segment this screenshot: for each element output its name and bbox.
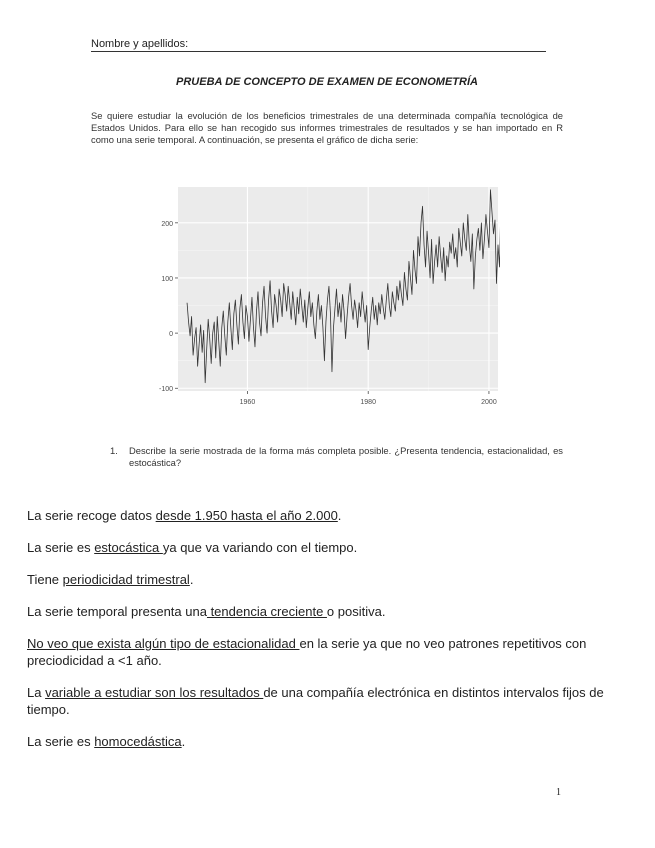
answer-line	[27, 603, 627, 620]
question-text: Describe la serie mostrada de la forma más completa posible. ¿Presenta tendencia, estacionalidad, es estocástica?	[129, 445, 563, 468]
answer-line	[27, 635, 627, 669]
answer-underlined: tendencia creciente	[206, 604, 327, 619]
answer-text: La serie es	[27, 734, 95, 749]
answer-text: La serie temporal presenta una	[27, 604, 207, 619]
answer-text: .	[189, 572, 194, 587]
answer-text: La	[27, 685, 46, 700]
answer-text: .	[181, 734, 186, 749]
answer-text: La serie recoge datos	[27, 508, 156, 523]
answer-line	[27, 539, 627, 556]
document-title: PRUEBA DE CONCEPTO DE EXAMEN DE ECONOMETRÍA	[176, 76, 478, 88]
answer-underlined: variable a estudiar son los resultados	[45, 685, 264, 700]
question-number: 1.	[110, 445, 118, 456]
x-tick-label: 2000	[481, 399, 497, 406]
answer-line	[27, 733, 627, 750]
question-1	[110, 445, 563, 469]
answer-text: o positiva.	[326, 604, 386, 619]
answer-line	[27, 571, 627, 588]
y-tick-label: 0	[169, 331, 173, 339]
answer-line	[27, 507, 627, 524]
answer-text: La serie es	[27, 540, 95, 555]
y-tick-label: -100	[158, 386, 173, 394]
answer-underlined: No veo que exista algún tipo de estacionalidad	[27, 636, 300, 651]
answer-text: en la serie ya que no veo patrones repetitivos con preciodicidad a <1 año.	[27, 636, 587, 668]
intro-paragraph: Se quiere estudiar la evolución de los beneficios trimestrales de una determinada compañía tecnológica de Estados Unidos. Para ello se han recogido sus informes trimestrales de resultados y se han importado en R como una serie temporal. A continuación, se presenta el gráfico de dicha serie:	[91, 110, 563, 145]
answer-underlined: homocedástica	[94, 734, 182, 749]
x-tick-label: 1960	[239, 399, 256, 406]
time-series-chart	[150, 183, 500, 413]
page-number: 1	[556, 787, 561, 798]
y-tick-label: 200	[161, 220, 173, 228]
answer-underlined: desde 1.950 hasta el año 2.000	[155, 508, 338, 523]
x-tick-label: 1980	[360, 399, 376, 406]
answer-underlined: estocástica	[94, 540, 163, 555]
answer-text: ya que va variando con el tiempo.	[162, 540, 358, 555]
answer-line	[27, 684, 627, 718]
answer-text: Tiene	[27, 572, 63, 587]
name-label: Nombre y apellidos:	[91, 38, 189, 50]
name-field-line	[91, 38, 546, 52]
answer-text: .	[337, 508, 342, 523]
y-tick-label: 100	[161, 275, 173, 283]
answer-underlined: periodicidad trimestral	[62, 572, 190, 587]
answer-text: de una compañía electrónica en distintos intervalos fijos de tiempo.	[27, 685, 604, 717]
